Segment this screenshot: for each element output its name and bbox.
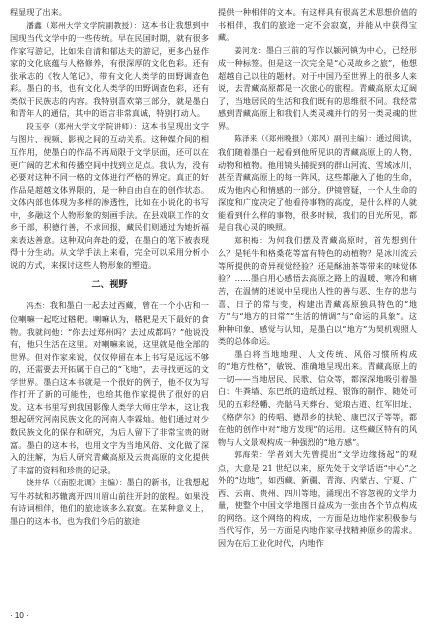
speaker-name: 郑积梅：	[234, 235, 268, 245]
section-heading: 二、视野	[91, 280, 128, 291]
speaker-name: 冯杰：	[26, 301, 50, 311]
paragraph-text: 学者刘大先曾提出“文学边缘扬起”的观点，大意是 21 世纪以来，原先处于文学话语“中心”之外的“边地”，如西藏、新疆、青海、内蒙古、宁夏、广西、云南、贵州、四川等地，涌现出不容忽视的文学力量，使整个中国文学地图日益成为一张由各个节点构成的网络。这个网络的构成，一方面是边地作家积极参与当代写作，另一方面是内地作家寻找精神原乡的需求。因为在后工业化时代，内地作	[218, 449, 417, 548]
paragraph	[10, 6, 209, 19]
paragraph-text: 程显现了出来。	[10, 7, 67, 17]
paragraph-text: 这本书让我想到中国现当代文学中的一些传统。早在民国时期，就有很多作家写游记，比如朱自清和郁达夫的游记，更多凸显作家的文化底蕴与人格修养，有很深厚的文化色彩。还有张承志的《牧人笔记》，带有文化人类学的田野调查色彩。墨白的书，也有文化人类学的田野调查色彩，还有类似于民族志的内容。我特别喜欢第三部分，就是墨白和青年人的通信，其中的语言非常真诚，特别打动人。	[10, 19, 209, 119]
page-number: · 10 ·	[10, 611, 29, 620]
paragraph	[10, 299, 209, 476]
left-column	[10, 6, 209, 604]
paragraph-text: 为何我们摆及青藏高原时，首先想到什么？是牦牛和格桑花等富有特色的动植物？是冰川流云等所提供的奇异视觉经验？还是酥油茶等带来的味觉体验？……墨白用心感悟去高原之路上的温暖、寒冷和痛苦，在温情的述说中呈现出人性的善与恶、生存的悲与喜、日子的常与变，构建出青藏高原独具特色的“地方”与“地方的日常”“生活的情调”与“命运的具象”。这种种印象、感觉与认知，是墨白以“地方”为契机观照人类的总体命运。	[218, 234, 417, 347]
speaker-name: 饶井华（《南腔北调》主编）：	[26, 478, 127, 488]
paragraph-text: 墨白三前的写作以颍河镇为中心，已经形成一种标签。但是这一次完全是“心灵故乡之旅”，他想超越自己以往的题材。对于中国乃至世界上的很多人来说，去青藏高原都是一次旅心的旅程。青藏高原太辽阔了，当地居民的生活和我们既有的思维很不同。我经常感到青藏高原上和我们人类灵魂并行的另一类灵魂的世界。	[218, 44, 417, 131]
speaker-name: 姜河龙：	[234, 45, 266, 55]
paragraph	[218, 44, 417, 133]
paragraph	[10, 120, 209, 272]
paragraph-text: 通过阅读，我们随着墨白一起看到他所见识的青藏高原上的人物、动物和植物。他用镜头捕捉到的群山河流、雪域冰川，甚至青藏高原上的每一阵风，这些都融入了他的生命，成为他内心和情感的一部分。伊镜管疑，一个人生命的深度和广度决定了他看待事物的高度，是什么样的人就能看到什么样的事物，很多时候，我们的目光所见，都是自我心灵的映照。	[218, 133, 417, 233]
paragraph	[218, 448, 417, 549]
paragraph-text: 这本书呈现出文字与图片、视频、影视之间的互动关系。这种媒介间的相互作用，使墨白的作品不再局限于文学层面，还可以在更广阔的艺术和传播空间中找到立足点。我认为，没有必要对这种不同一格的文体进行严格的界定。真正的好作品是超越文体界限的，是一种自由自在的创作状态。文体内部也体现为多样的渗透性，比如在小说化的书写中，多融这个人物形象的刻画手法。在县戏联工作的女乡干部，积德行善，不求回报，藏民们则通过为她折福来表达善意。这种双向奔赴的爱，在墨白的笔下被表现得十分生动。从文学手法上来看，完全可以采用分析小说的方式，来探讨这些人物形象的塑造。	[10, 120, 209, 270]
speaker-name: 郭海荣：	[234, 450, 268, 460]
paragraph	[218, 6, 417, 44]
speaker-name: 段玉亭（郑州大学文学院讲师）：	[26, 121, 142, 131]
paragraph	[218, 132, 417, 233]
paragraph	[218, 348, 417, 448]
paragraph	[218, 234, 417, 348]
speaker-name: 潘鑫（郑州大学文学院副教授）：	[26, 20, 142, 30]
paragraph-text: 提供一种相伴的文本。有这样具有很高艺术思想价值的书相伴，我们的旅途一定不会寂寞，并能从中获得宝藏。	[218, 7, 417, 43]
paragraph-text: 墨白将当地地理、人文传统、风俗习惯所构成的“地方性格”，敏锐、准确地呈现出来。青藏高原上的一切——当地居民、民歌、信众等，都深深地吸引着墨白：牛粪墙、东巴纸的造纸过程、银饰的制作、随处可见的五彩经幡、壳骷马天葬台、觉琅古道、红军旧址、《格萨尔》的传唱、德昂乡的扶轮、康巴汉子等等，都在他的创作中对“地方发现”的运用。这些藏区特有的风物与人文景观构成一种强烈的“地方感”。	[218, 348, 417, 447]
paragraph-text: 我和墨白一起去过西藏，曾在一个小店和一位喇嘛一起吃过糌粑。喇嘛认为，糌粑是天下最好的食物。我就问他：“你去过郑州吗？去过成都吗？”他说没有，他只生活在这里。对喇嘛来说，这里就是他全部的世界。但对作家来说，仅仅停留在本上书写是远远不够的，还需要去开拓属于自己的“飞地”，去寻找更远的文学世界。墨白这本书就是一个很好的例子，他不仅为写作打开了新的可能性，也给其他作家提供了很好的启发。这本书里写到我国影像人类学大师庄学本，这让我想起研究河南民族文化的河南人李霖灿。他们通过对少数民族文化的保存和研究，为后人留下了非常宝贵的财富。墨白的这本书，也用文字为当地风俗、文化做了深入的注解，为后人研究青藏高原及云贵高原的文化提供了丰富的资料和珍贵的记录。	[10, 300, 209, 475]
paragraph-text: 墨白的新书，让我想起写牛苏轼和苏辙离开四川眉山前往开封的旅程。如果没有诗词相伴，他们的旅途该多么寂寞。在某种意义上，墨白的这本书，也为我们今后的旅途	[10, 477, 209, 526]
right-column	[218, 6, 417, 604]
paragraph	[10, 19, 209, 120]
speaker-name: 陈泽来（《郑州晚报》（郑风）副刊主编）：	[234, 134, 377, 144]
paragraph	[10, 476, 209, 527]
